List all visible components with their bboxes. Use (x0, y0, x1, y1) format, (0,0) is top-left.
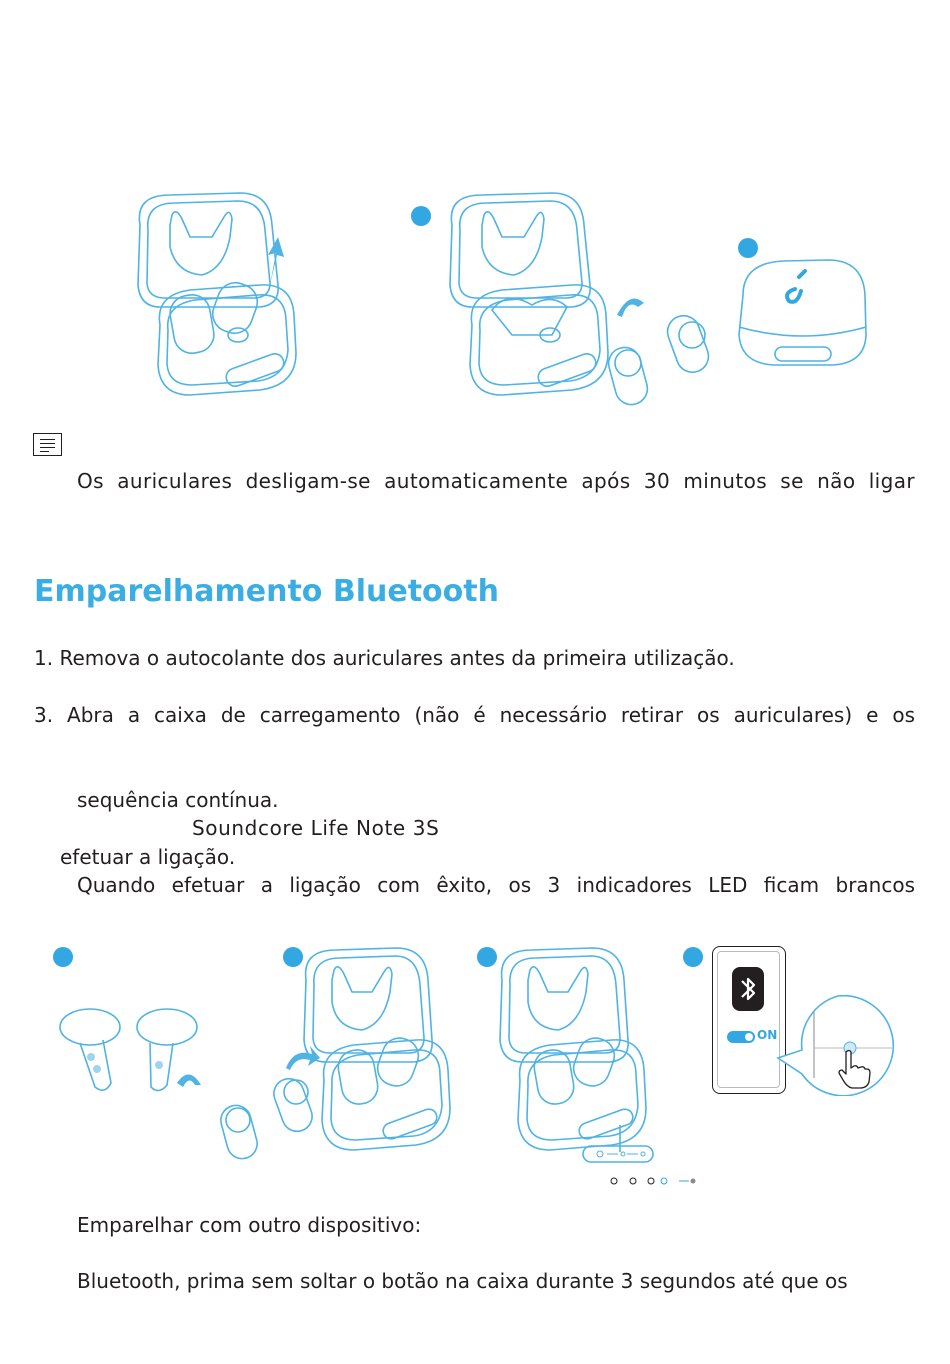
toggle-label: ON (757, 1028, 778, 1042)
open-case-illustration (120, 185, 310, 405)
section-heading: Emparelhamento Bluetooth (34, 574, 499, 609)
hand-pointer-icon (836, 1048, 872, 1090)
earbuds-into-case-illustration (220, 940, 465, 1165)
device-name: Soundcore Life Note 3S (192, 816, 440, 840)
closed-case-illustration (733, 255, 873, 370)
phone-illustration (712, 946, 786, 1094)
earbuds-sticker-illustration (55, 1005, 215, 1100)
bluetooth-toggle[interactable] (727, 1031, 755, 1043)
step-3-text: 3. Abra a caixa de carregamento (não é necessário retirar os auriculares) e os (34, 703, 915, 727)
bluetooth-icon (732, 967, 764, 1011)
other-device-title: Emparelhar com outro dispositivo: (77, 1213, 422, 1237)
note-text: Os auriculares desligam-se automaticamente após 30 minutos se não ligar (77, 469, 915, 493)
other-device-text: Bluetooth, prima sem soltar o botão na caixa durante 3 segundos até que os (77, 1269, 848, 1293)
step-dot-f (683, 947, 703, 967)
step-dot-a (411, 206, 431, 226)
note-icon (33, 433, 62, 456)
case-button-illustration (490, 940, 660, 1190)
led-indicator-illustration (655, 1174, 700, 1188)
connect-text: efetuar a ligação. (60, 845, 236, 869)
step-1-text: 1. Remova o autocolante dos auriculares antes da primeira utilização. (34, 646, 735, 670)
case-earbuds-removed-illustration (432, 185, 722, 415)
sequence-text: sequência contínua. (77, 788, 279, 812)
step-dot-c (53, 947, 73, 967)
success-text: Quando efetuar a ligação com êxito, os 3 indicadores LED ficam brancos (77, 873, 915, 897)
